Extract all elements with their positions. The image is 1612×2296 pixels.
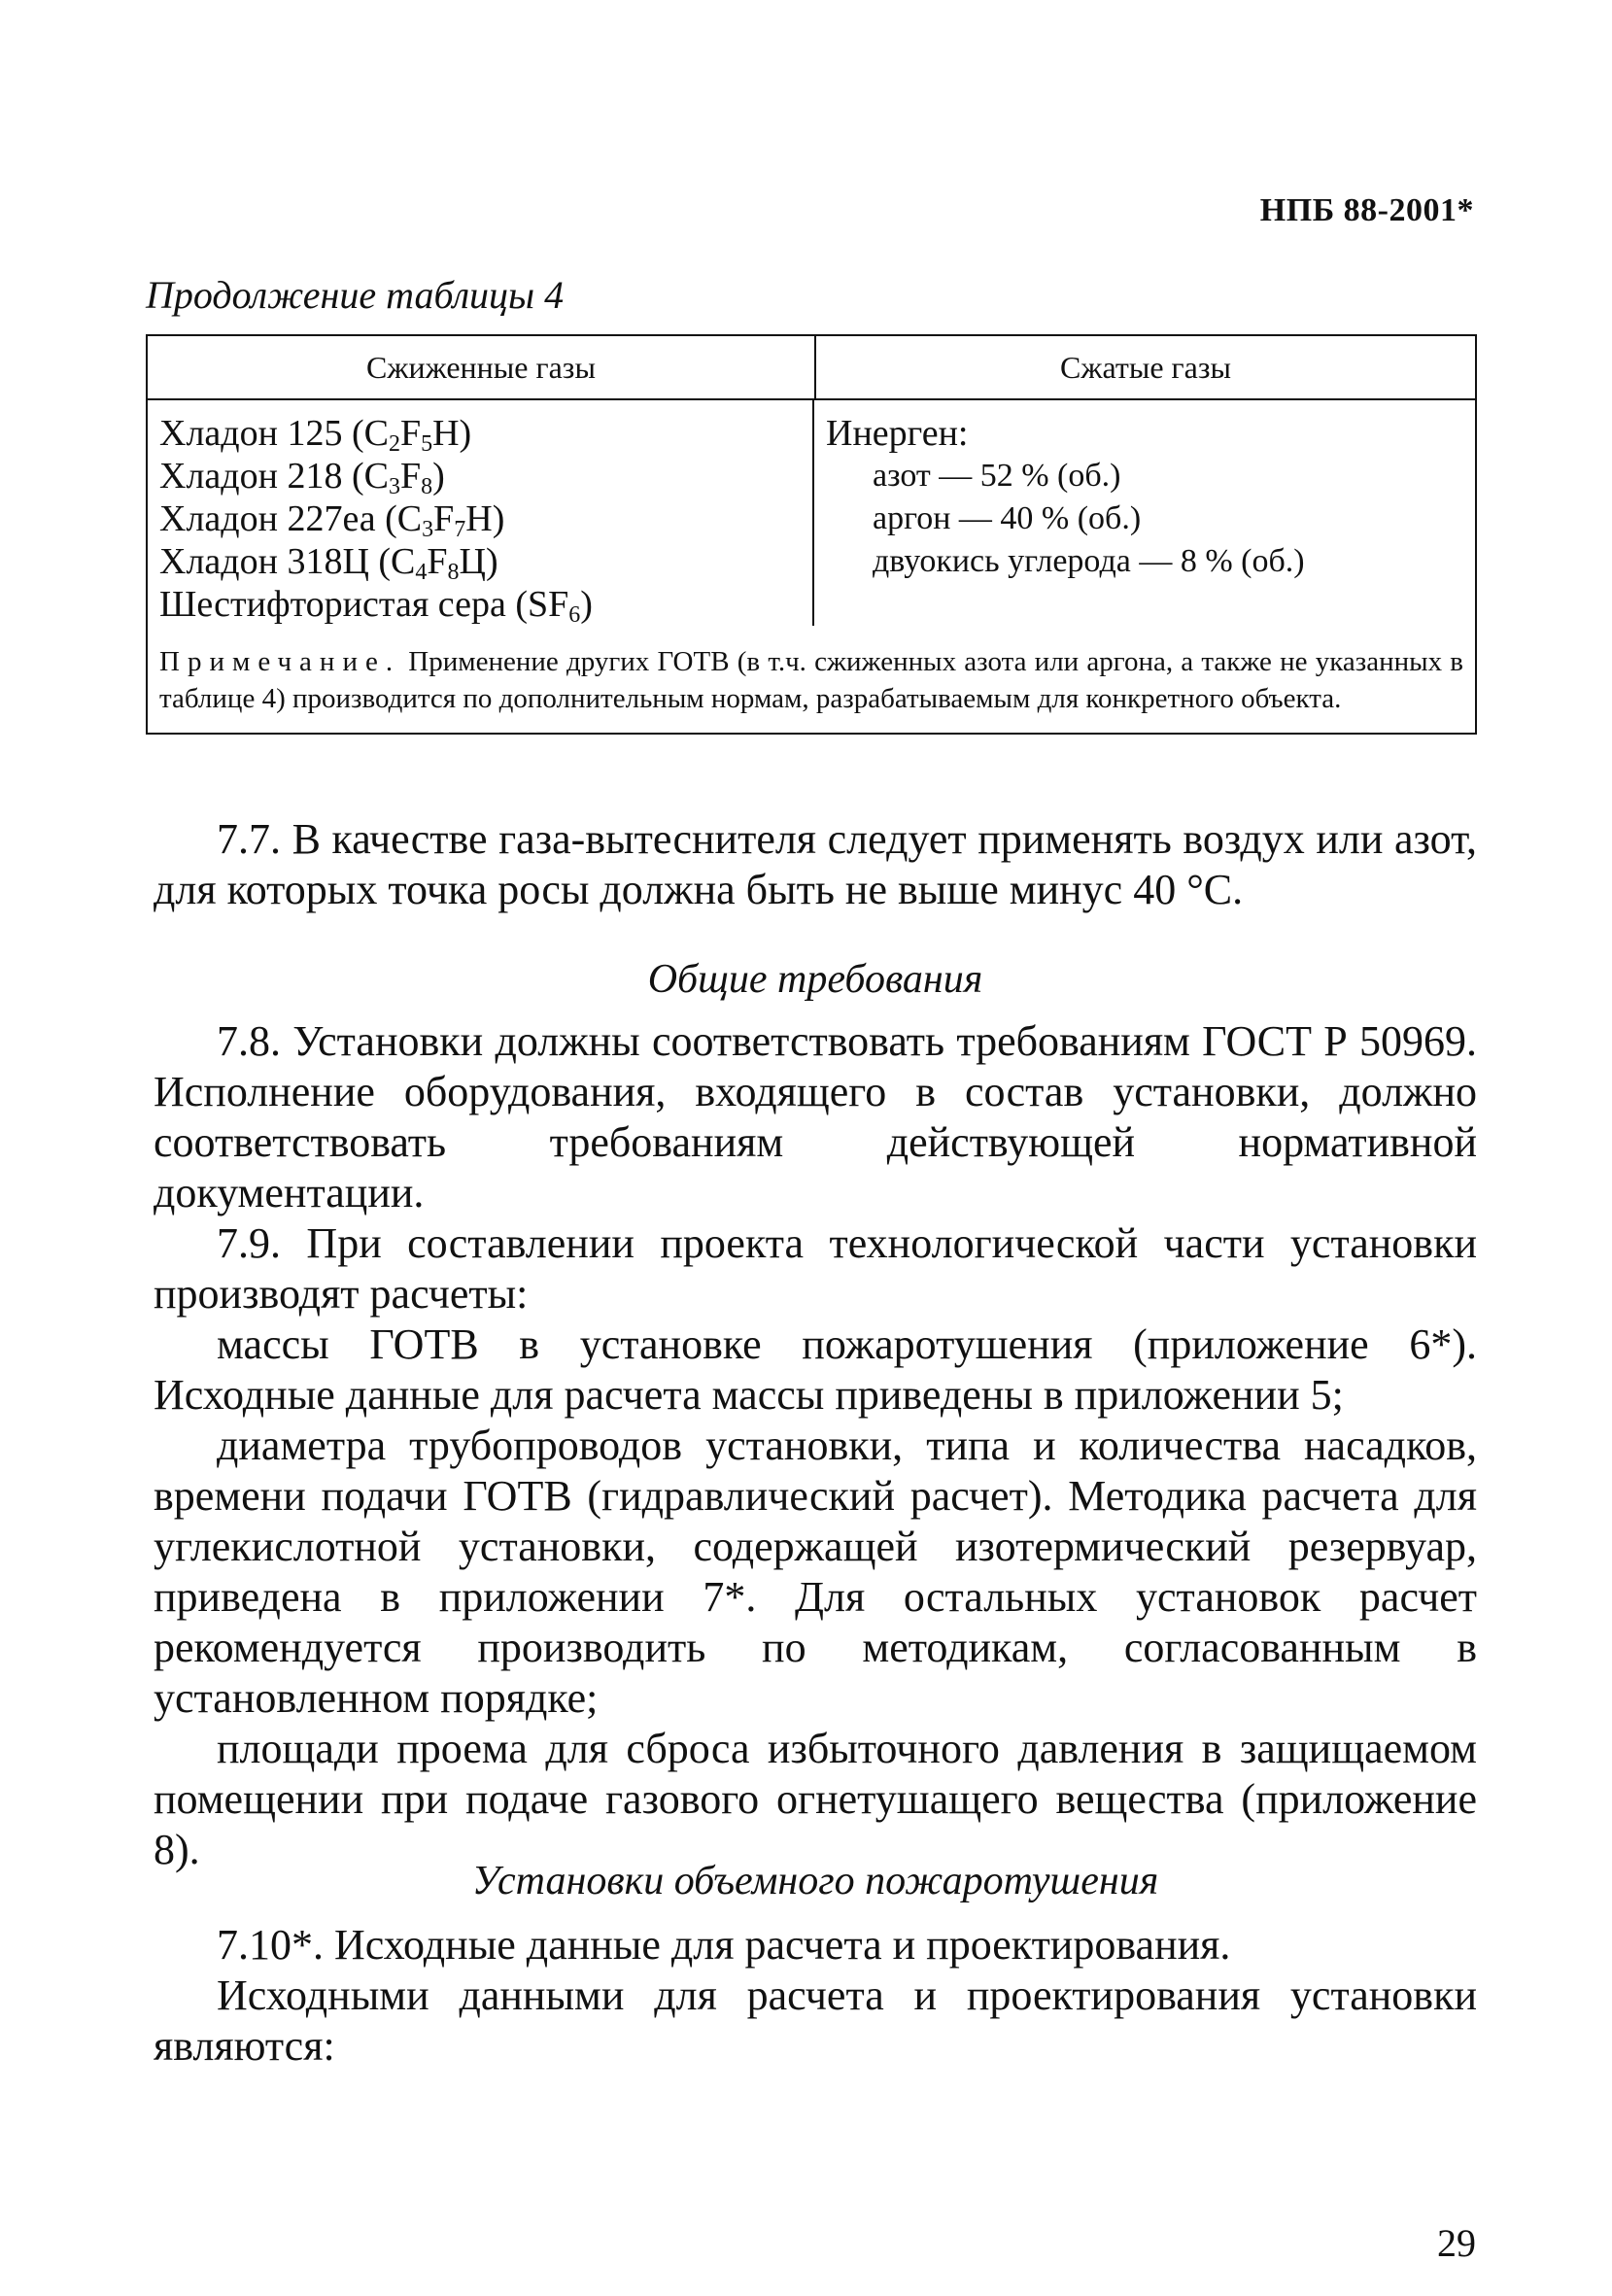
gas-item-hladon-218: Хладон 218 $(C_3F_8)$ (159, 456, 445, 499)
inergen-title: Инерген: (826, 413, 969, 454)
paragraph-7-10: 7.10*. Исходные данные для расчета и проектирования. (217, 1921, 1231, 1969)
note-label: Примечание. (159, 646, 401, 677)
heading-volume-extinguishing: Установки объемного пожаротушения (471, 1859, 1159, 1903)
gas-item-hladon-227ea: Хладон 227еа $(C_3F_7H)$ (159, 498, 505, 542)
paragraph-7-8: 7.8. Установки должны соответствовать требованиям ГОСТ Р 50969. Исполнение оборудования, входящего в состав установки, должно соответствовать требованиям действующей нормативной документации. (154, 1017, 1477, 1217)
page-number: 29 (1437, 2221, 1476, 2265)
note-text: Применение других ГОТВ (в т.ч. сжиженных азота или аргона, а также не указанных в таблице 4) производится по дополнительным нормам, разрабатываемым для конкретного объекта. (159, 646, 1463, 714)
paragraph-7-9-mass: массы ГОТВ в установке пожаротушения (приложение 6*). Исходные данные для расчета массы приведены в приложении 5; (154, 1320, 1477, 1419)
liquefied-gases-cell (148, 400, 814, 626)
inergen-component: азот — 52 % (об.) (873, 458, 1121, 494)
table-note (148, 626, 1475, 733)
paragraph-7-9-opening: площади проема для сброса избыточного давления в защищаемом помещении при подаче газового огнетушащего вещества (приложение 8). (154, 1725, 1477, 1873)
paragraph-7-10-block (154, 1920, 1477, 2072)
compressed-gases-cell (814, 400, 1475, 626)
inergen-component: двуокись углерода — 8 % (об.) (873, 543, 1305, 579)
gas-item-sf6: Шестифтористая сера $(SF_6)$ (159, 584, 593, 628)
table-header-row (148, 336, 1475, 400)
column-header-compressed: Сжатые газы (1060, 349, 1231, 385)
document-code: НПБ 88-2001* (1259, 192, 1474, 228)
table-body-row (148, 400, 1475, 626)
heading-general-requirements: Общие требования (647, 957, 983, 1002)
paragraph-7-9-pipes: диаметра трубопроводов установки, типа и количества насадков, времени подачи ГОТВ (гидравлический расчет). Методика расчета для углекислотной установки, содержащей изотермический резервуар, приведена в приложении 7*. Для остальных установок расчет рекомендуется производить по методикам, согласованным в установленном порядке; (154, 1422, 1477, 1722)
paragraph-7-9: 7.9. При составлении проекта технологической части установки производят расчеты: (154, 1219, 1477, 1318)
gas-table (146, 334, 1477, 735)
main-text-block (154, 1016, 1477, 1875)
paragraph-7-10-input-data: Исходными данными для расчета и проектирования установки являются: (154, 1971, 1477, 2070)
inergen-component: аргон — 40 % (об.) (873, 500, 1142, 536)
gas-item-hladon-125: Хладон 125 $(C_2F_5H)$ (159, 413, 472, 457)
gas-item-hladon-318c: Хладон 318Ц $(C_4F_8Ц)$ (159, 541, 498, 585)
paragraph-7-7: 7.7. В качестве газа-вытеснителя следует применять воздух или азот, для которых точка росы должна быть не выше минус 40 °С. (154, 815, 1477, 913)
table-caption: Продолжение таблицы 4 (146, 273, 565, 317)
column-header-liquefied: Сжиженные газы (148, 336, 816, 398)
paragraph-7-7-block (154, 814, 1477, 915)
